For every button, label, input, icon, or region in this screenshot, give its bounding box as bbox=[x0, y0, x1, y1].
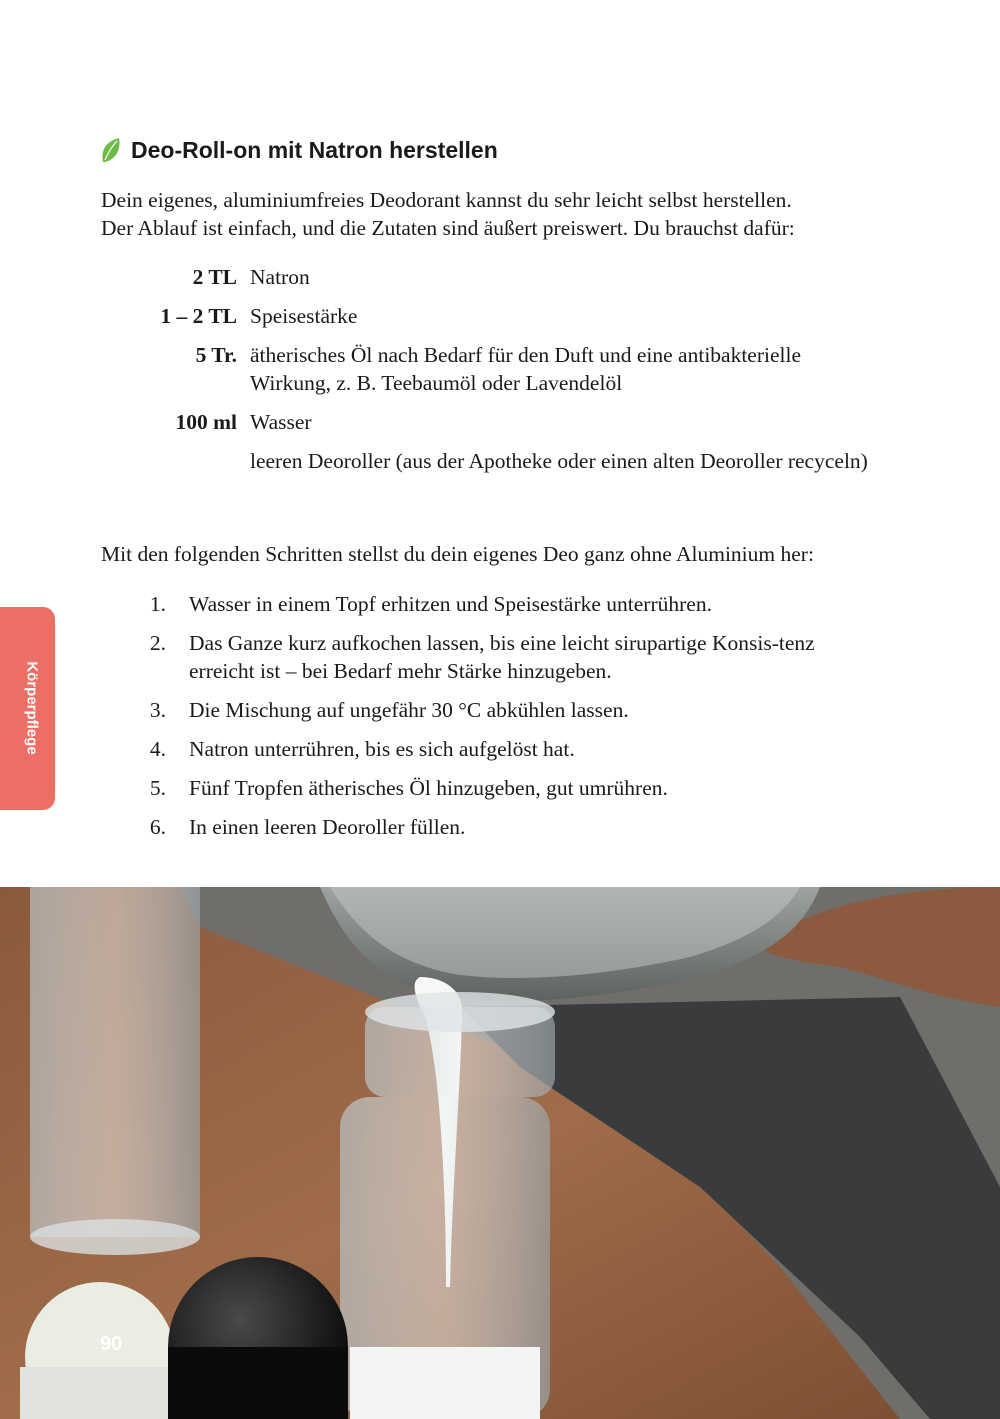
ingredient-row bbox=[100, 302, 900, 330]
section-heading bbox=[100, 136, 498, 164]
ingredient-name: Natron bbox=[250, 265, 310, 289]
intro-line: Dein eigenes, aluminiumfreies Deodorant kannst du sehr leicht selbst herstellen. bbox=[101, 188, 792, 212]
step-item bbox=[100, 735, 900, 763]
page-number: 90 bbox=[100, 1333, 123, 1355]
ingredient-quantity: 100 ml bbox=[175, 410, 237, 434]
ingredient-name: ätherisches Öl nach Bedarf für den Duft und eine antibakterielle Wirkung, z. B. Teebaumöl oder Lavendelöl bbox=[250, 343, 802, 395]
step-item bbox=[100, 813, 900, 841]
ingredient-name: Speisestärke bbox=[250, 304, 358, 328]
step-text: In einen leeren Deoroller füllen. bbox=[189, 815, 466, 839]
ingredient-quantity: 1 – 2 TL bbox=[160, 304, 237, 328]
step-text: Fünf Tropfen ätherisches Öl hinzugeben, gut umrühren. bbox=[189, 776, 668, 800]
ingredient-name: Wasser bbox=[250, 410, 312, 434]
step-number: 6. bbox=[149, 815, 166, 839]
ingredient-quantity: 2 TL bbox=[192, 265, 237, 289]
step-item bbox=[100, 629, 900, 685]
step-text: Die Mischung auf ungefähr 30 °C abkühlen lassen. bbox=[189, 698, 629, 722]
step-text: Das Ganze kurz aufkochen lassen, bis eine leicht sirupartige Konsis-tenz erreicht ist – bei Bedarf mehr Stärke hinzugeben. bbox=[189, 631, 815, 683]
ingredient-row bbox=[100, 408, 900, 436]
ingredient-quantity: 5 Tr. bbox=[195, 343, 237, 367]
intro-line: Der Ablauf ist einfach, und die Zutaten sind äußert preiswert. Du brauchst dafür: bbox=[101, 216, 795, 240]
step-text: Wasser in einem Topf erhitzen und Speisestärke unterrühren. bbox=[189, 592, 712, 616]
ingredients-list bbox=[100, 263, 900, 486]
step-number: 4. bbox=[149, 737, 166, 761]
chapter-tab-label: Körperpflege bbox=[23, 661, 41, 755]
steps-intro: Mit den folgenden Schritten stellst du dein eigenes Deo ganz ohne Aluminium her: bbox=[101, 542, 814, 566]
ingredient-quantity bbox=[100, 447, 237, 475]
step-number: 2. bbox=[149, 631, 166, 655]
section-title: Deo-Roll-on mit Natron herstellen bbox=[131, 136, 498, 163]
step-number: 1. bbox=[149, 592, 166, 616]
step-item bbox=[100, 774, 900, 802]
step-number: 5. bbox=[149, 776, 166, 800]
leaf-icon bbox=[100, 136, 122, 164]
step-text: Natron unterrühren, bis es sich aufgelöst hat. bbox=[189, 737, 575, 761]
photo-deo-pouring bbox=[0, 887, 1000, 1419]
step-item bbox=[100, 590, 900, 618]
ingredient-row bbox=[100, 447, 900, 475]
step-item bbox=[100, 696, 900, 724]
steps-list bbox=[100, 590, 900, 852]
step-number: 3. bbox=[149, 698, 166, 722]
ingredient-name: leeren Deoroller (aus der Apotheke oder einen alten Deoroller recyceln) bbox=[250, 449, 868, 473]
ingredient-row bbox=[100, 341, 900, 397]
intro-paragraph bbox=[101, 186, 891, 242]
ingredient-row bbox=[100, 263, 900, 291]
